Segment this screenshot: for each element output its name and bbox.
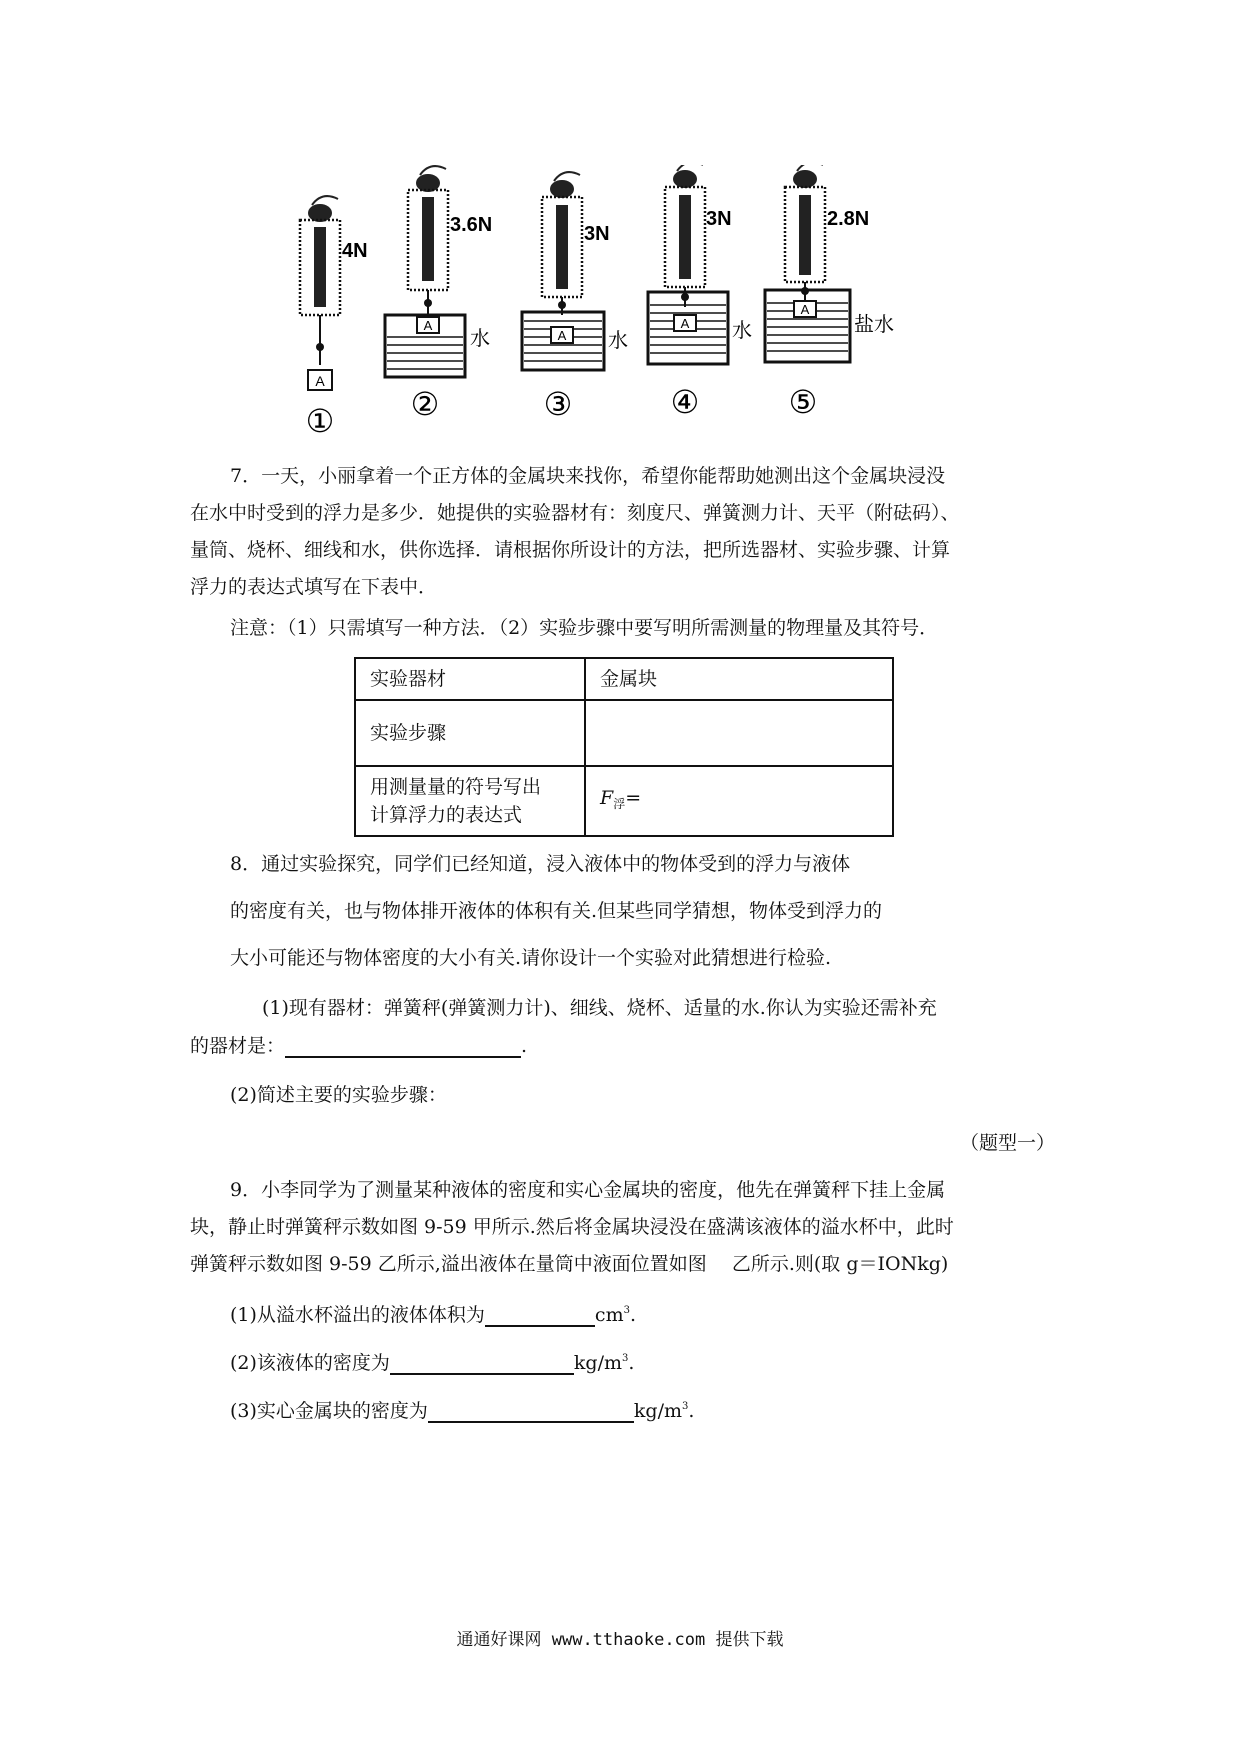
setup-4 — [648, 165, 752, 421]
q8-part1-end: . — [521, 1035, 528, 1057]
table-row-materials — [355, 658, 893, 700]
setup-3 — [522, 172, 628, 423]
q9-part3-exp: 3 — [682, 1401, 689, 1412]
formula-label-line-2: 计算浮力的表达式 — [370, 804, 523, 826]
reading-5: 2.8N — [827, 208, 870, 230]
setup-5 — [765, 165, 894, 421]
q9-part2-exp: 3 — [622, 1353, 629, 1364]
block-label-4: A — [680, 316, 690, 331]
footer: 通通好课网 www.tthaoke.com 提供下载 — [456, 1630, 784, 1650]
q9-part1-wrap — [230, 1293, 636, 1333]
q8-part1-line-2-wrap — [190, 1028, 527, 1064]
table-row-formula — [355, 766, 893, 836]
q9-line-3: 弹簧秤示数如图 9-59 乙所示,溢出液体在量筒中液面位置如图 乙所示.则(取 g＝IONkg) — [190, 1253, 949, 1275]
steps-value — [585, 700, 893, 766]
spring-scale-figure — [290, 165, 1030, 445]
q9-part3-wrap — [230, 1389, 694, 1429]
formula-label-line-1: 用测量量的符号写出 — [370, 776, 542, 798]
materials-label: 实验器材 — [355, 658, 585, 700]
answer-blank-volume[interactable] — [485, 1301, 595, 1327]
q9-part2-unit: kg/m — [573, 1352, 623, 1374]
number-4: ④ — [670, 383, 700, 421]
q8-part1-line-2: 的器材是： — [190, 1035, 286, 1057]
block-label-2: A — [423, 318, 433, 333]
q9-part1-end: . — [629, 1304, 637, 1326]
q9-part3-unit: kg/m — [633, 1400, 683, 1422]
q9-line-1: 9．小李同学为了测量某种液体的密度和实心金属块的密度，他先在弹簧秤下挂上金属 — [230, 1179, 946, 1201]
q9-part3-end: . — [688, 1400, 695, 1422]
number-5: ⑤ — [788, 383, 818, 421]
q9-part2: (2)该液体的密度为 — [230, 1352, 390, 1374]
q7-line-2: 在水中时受到的浮力是多少．她提供的实验器材有：刻度尺、弹簧测力计、天平（附砝码）、 — [190, 502, 960, 524]
q8-line-1: 8．通过实验探究，同学们已经知道，浸入液体中的物体受到的浮力与液体 — [230, 853, 851, 875]
q8-tag: （题型一） — [960, 1132, 1056, 1154]
q9-line-2: 块，静止时弹簧秤示数如图 9-59 甲所示.然后将金属块浸没在盛满该液体的溢水杯中，此时 — [190, 1216, 954, 1238]
answer-blank-materials[interactable] — [285, 1032, 521, 1058]
reading-1: 4N — [342, 240, 368, 262]
q7-line-3: 量筒、烧杯、细线和水，供你选择．请根据你所设计的方法，把所选器材、实验步骤、计算 — [190, 539, 951, 561]
q7-line-1: 7．一天，小丽拿着一个正方体的金属块来找你，希望你能帮助她测出这个金属块浸没 — [230, 465, 946, 487]
q8-line-2: 的密度有关，也与物体排开液体的体积有关.但某些同学猜想，物体受到浮力的 — [230, 900, 883, 922]
setup-1 — [300, 196, 368, 440]
q7-note: 注意：（1）只需填写一种方法．（2）实验步骤中要写明所需测量的物理量及其符号． — [230, 617, 939, 639]
q9-part1-unit: cm — [594, 1304, 624, 1326]
q9-part2-end: . — [628, 1352, 635, 1374]
answer-blank-liquid-density[interactable] — [390, 1349, 574, 1375]
number-3: ③ — [543, 385, 573, 423]
q9-part1-exp: 3 — [623, 1305, 630, 1316]
formula-sub: 浮 — [613, 797, 626, 811]
q9-part3: (3)实心金属块的密度为 — [230, 1400, 428, 1422]
q8-line-3: 大小可能还与物体密度的大小有关.请你设计一个实验对此猜想进行检验. — [230, 947, 832, 969]
setup-2 — [385, 166, 492, 423]
table-row-steps — [355, 700, 893, 766]
reading-3: 3N — [584, 223, 610, 245]
experiment-table — [354, 657, 894, 837]
materials-value: 金属块 — [585, 658, 893, 700]
formula-eq: = — [625, 787, 642, 809]
q7-line-4: 浮力的表达式填写在下表中． — [190, 576, 438, 598]
formula-label — [355, 766, 585, 836]
q8-part1-line-1: (1)现有器材：弹簧秤(弹簧测力计)、细线、烧杯、适量的水.你认为实验还需补充 — [262, 997, 937, 1019]
liquid-3: 水 — [608, 328, 628, 352]
q9-part1: (1)从溢水杯溢出的液体体积为 — [230, 1304, 485, 1326]
liquid-5: 盐水 — [854, 312, 894, 336]
q9-part2-wrap — [230, 1341, 634, 1381]
number-2: ② — [410, 385, 440, 423]
formula-value — [585, 766, 893, 836]
block-label-5: A — [800, 302, 810, 317]
liquid-4: 水 — [732, 318, 752, 342]
steps-label: 实验步骤 — [355, 700, 585, 766]
formula-f: F — [600, 787, 614, 809]
reading-2: 3.6N — [450, 214, 493, 236]
reading-4: 3N — [706, 208, 732, 230]
block-label-1: A — [315, 373, 325, 389]
block-label-3: A — [557, 328, 567, 343]
q8-part2: (2)简述主要的实验步骤： — [230, 1084, 447, 1106]
answer-blank-metal-density[interactable] — [428, 1397, 634, 1423]
number-1: ① — [305, 402, 335, 440]
liquid-2: 水 — [470, 326, 490, 350]
